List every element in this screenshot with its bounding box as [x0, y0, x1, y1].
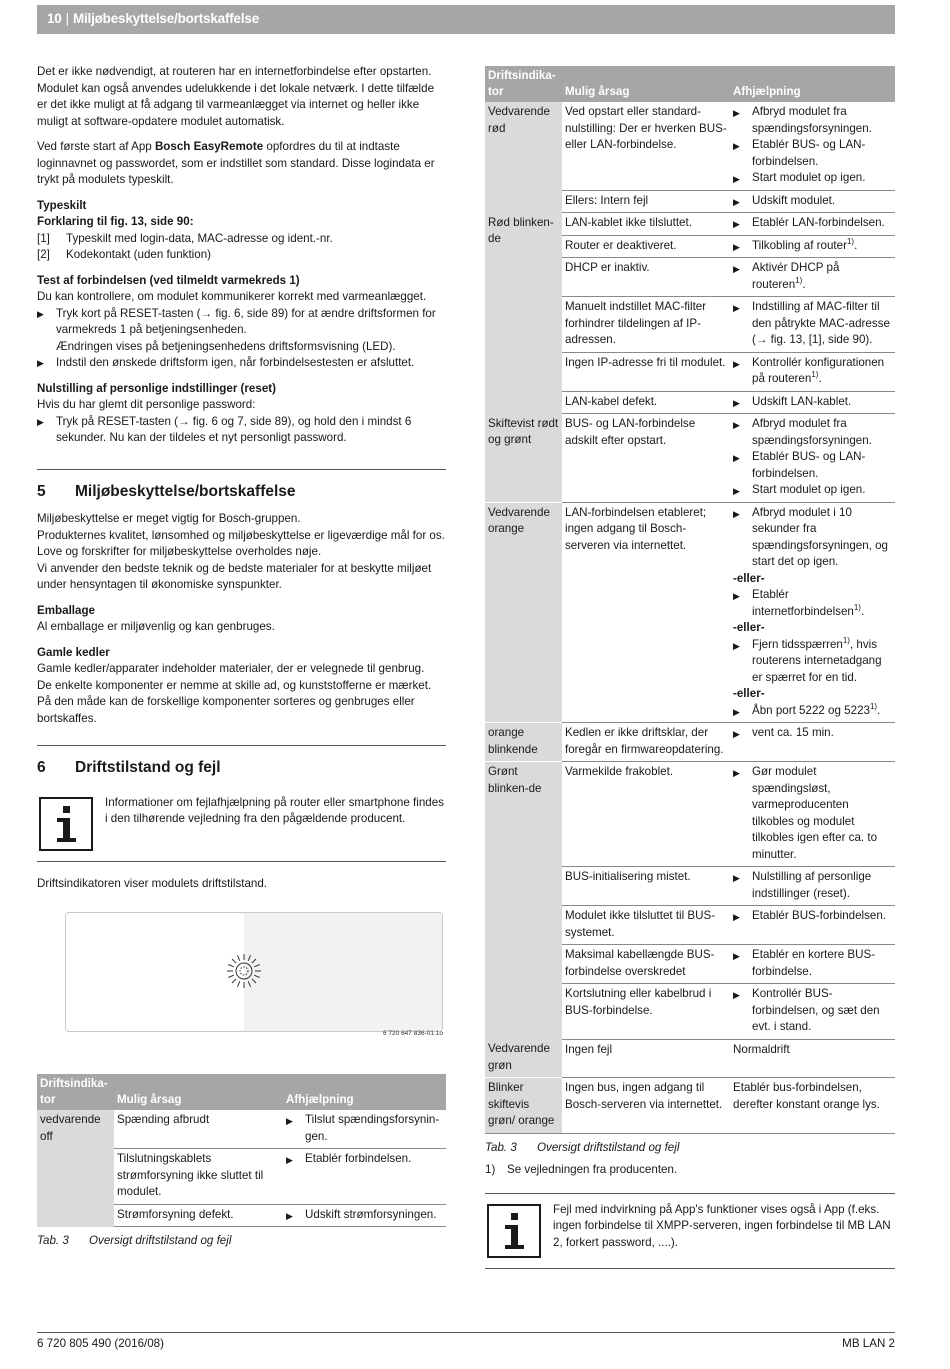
remedy-cell: [283, 1149, 446, 1205]
cause-cell: LAN-kabel defekt.: [562, 391, 730, 414]
or-label: -eller-: [733, 571, 765, 585]
arrow-bullet-icon: ▶: [733, 768, 740, 778]
right-column: [485, 66, 895, 1269]
remedy-text: Kontrollér BUS-forbindelsen, og sæt den evt. i stand.: [752, 987, 880, 1033]
info-box-2: [485, 1193, 895, 1269]
section-number: 6: [37, 759, 46, 776]
emballage-title: Emballage: [37, 603, 95, 617]
footnote-ref: 1): [869, 701, 878, 711]
table-row: [37, 1110, 446, 1149]
arrow-bullet-icon: ▶: [733, 453, 740, 463]
arrow-bullet-icon: ▶: [733, 640, 740, 651]
led-figure: [65, 912, 443, 1032]
cause-cell: Spænding afbrudt: [114, 1110, 283, 1149]
page-header: [37, 5, 895, 34]
footnote-text: Se vejledningen fra producenten.: [507, 1163, 678, 1176]
arrow-bullet-icon: ▶: [37, 416, 44, 427]
cause-cell: Ingen bus, ingen adgang til Bosch-serveren via internettet.: [562, 1078, 730, 1134]
cause-cell: Kedlen er ikke driftsklar, der foregår en firmwareopdatering.: [562, 723, 730, 762]
remedy-cell: [283, 1204, 446, 1227]
section-6-heading: [37, 745, 446, 777]
document-number: 6 720 805 490 (2016/08): [37, 1337, 164, 1350]
table-row: [485, 102, 895, 190]
remedy-cell: [730, 762, 895, 867]
remedy-cell: Normaldrift: [730, 1039, 895, 1078]
footnote-ref: 1): [853, 602, 861, 612]
drift-paragraph: Driftsindikatoren viser modulets driftstilstand.: [37, 876, 268, 890]
cause-cell: Modulet ikke tilsluttet til BUS-systemet.: [562, 906, 730, 945]
footnote-ref: 1): [811, 370, 819, 380]
caption-text: Oversigt driftstilstand og fejl: [537, 1140, 680, 1154]
remedy-text: Kontrollér konfigurationen på routeren: [752, 355, 885, 385]
table-row: [485, 502, 895, 723]
remedy-cell: Etablér bus-forbindelsen, derefter konstant orange lys.: [730, 1078, 895, 1134]
remedy-cell: [730, 297, 895, 353]
test-title: Test af forbindelsen (ved tilmeldt varmekreds 1): [37, 273, 300, 287]
s5-paragraph: Love og forskrifter for miljøbeskyttelse overholdes nøje.: [37, 545, 322, 558]
test-bullet-text: Tryk kort på RESET-tasten (→ fig. 6, side 89) for at ændre driftsformen for varmekreds 1 på betjeningsenheden.: [56, 306, 436, 336]
or-label: -eller-: [733, 621, 765, 634]
indicator-cell: vedvarende off: [37, 1110, 114, 1227]
cause-cell: Kortslutning eller kabelbrud i BUS-forbindelse.: [562, 984, 730, 1040]
cause-cell: Ingen fejl: [562, 1039, 730, 1078]
info-icon: [487, 1204, 541, 1258]
remedy-cell: ▶ Afbryd modulet i 10 sekunder fra spændingsforsyningen, og start det op igen. -eller- ▶ Etablér internetforbindelsen$^{1)}$. -eller- ▶ Fjern tidsspærren$^{1)}$, hvis routerens internetadgang er spærret for en tid. -eller- ▶ Åbn port 5222 og 5223$^{1)}$.: [730, 502, 895, 723]
cause-cell: Maksimal kabellængde BUS-forbindelse overskredet: [562, 945, 730, 984]
cause-cell: Varmekilde frakoblet.: [562, 762, 730, 867]
cause-cell: Tilslutningskablets strømforsyning ikke sluttet til modulet.: [114, 1149, 283, 1205]
test-bullet-text: Indstil den ønskede driftsform igen, når forbindelsestesten er afsluttet.: [56, 356, 415, 369]
remedy-cell: [730, 414, 895, 503]
arrow-bullet-icon: ▶: [286, 1210, 293, 1221]
indicator-cell: Rød blinken-de: [485, 213, 562, 414]
cause-cell: BUS- og LAN-forbindelse adskilt efter opstart.: [562, 414, 730, 503]
cause-cell: BUS-initialisering mistet.: [562, 867, 730, 906]
reset-title: Nulstilling af personlige indstillinger (reset): [37, 381, 276, 395]
led-light-icon: [66, 913, 443, 1032]
section-number: 5: [37, 482, 46, 500]
remedy-cell: [730, 906, 895, 945]
remedy-text: Udskift LAN-kablet.: [752, 394, 852, 408]
left-column: [37, 64, 446, 1250]
remedy-text: Etablér BUS- og LAN-forbindelsen.: [752, 450, 866, 480]
typeskilt-subtitle: Forklaring til fig. 13, side 90:: [37, 215, 194, 228]
reset-bullet-text: Tryk på RESET-tasten (→ fig. 6 og 7, side 89), og hold den i mindst 6 sekunder. Nu kan der tildeles et nyt personligt password.: [56, 414, 412, 444]
header-cell: Driftsindika-tor: [485, 66, 562, 102]
arrow-bullet-icon: ▶: [733, 141, 740, 151]
arrow-bullet-icon: ▶: [37, 308, 44, 319]
arrow-bullet-icon: ▶: [733, 873, 740, 883]
reset-paragraph: Hvis du har glemt dit personlige password:: [37, 398, 256, 411]
arrow-bullet-icon: ▶: [733, 174, 740, 184]
remedy-cell: [730, 867, 895, 906]
remedy-cell: ▶ Aktivér DHCP på routeren$^{1)}$.: [730, 258, 895, 297]
arrow-bullet-icon: ▶: [733, 219, 740, 229]
footnote-ref: 1): [795, 275, 803, 285]
remedy-text: Åbn port 5222 og 5223: [752, 703, 870, 717]
table-caption: [37, 1233, 446, 1250]
table-row: [485, 762, 895, 867]
header-title: Miljøbeskyttelse/bortskaffelse: [72, 11, 260, 26]
test-bullet: [37, 306, 446, 356]
indicator-cell: Grønt blinken-de: [485, 762, 562, 1040]
app-paragraph-a: Ved første start af App: [37, 140, 155, 153]
arrow-bullet-icon: ▶: [733, 990, 740, 1000]
arrow-bullet-icon: ▶: [733, 486, 740, 496]
indicator-cell: Vedvarende rød: [485, 102, 562, 213]
indicator-cell: Blinker skiftevis grøn/ orange: [485, 1078, 562, 1134]
legend-number: [2]: [37, 248, 50, 261]
header-cell: Afhjælpning: [730, 66, 895, 102]
s5-paragraph: Miljøbeskyttelse er meget vigtig for Bosch-gruppen.: [37, 512, 301, 525]
indicator-cell: Vedvarende orange: [485, 502, 562, 723]
arrow-bullet-icon: ▶: [733, 241, 740, 252]
product-name: MB LAN 2: [842, 1337, 895, 1350]
remedy-cell: [730, 391, 895, 414]
remedy-text: Udskift strømforsyningen.: [305, 1207, 437, 1221]
gamle-kedler-paragraph: De enkelte komponenter er nemme at skille ad, og kunststofferne er mærket. På den måde kan de forskellige komponenter sorteres og genbruges eller bortskaffes.: [37, 678, 432, 725]
intro-paragraph: Det er ikke nødvendigt, at routeren har en internetforbindelse efter opstarten. Modulet kan også anvendes udelukkende i det lokale netværk. I dette tilfælde er det ikke muligt at få adgang til varmeanlægget via internet og heller ikke muligt at software-opdatere modulet automatisk.: [37, 65, 435, 128]
table-row: [485, 1078, 895, 1134]
remedy-text: Etablér BUS-forbindelsen.: [752, 909, 887, 922]
arrow-bullet-icon: ▶: [733, 196, 740, 207]
cause-cell: DHCP er inaktiv.: [562, 258, 730, 297]
header-cell: Driftsindika-tor: [37, 1074, 114, 1110]
remedy-text: Afbryd modulet fra spændingsforsyningen.: [752, 105, 872, 135]
test-bullet: [37, 355, 446, 372]
remedy-cell: [730, 190, 895, 213]
test-paragraph: Du kan kontrollere, om modulet kommunikerer korrekt med varmeanlægget.: [37, 290, 427, 303]
legend-item: [37, 231, 446, 248]
remedy-text: Nulstilling af personlige indstillinger (reset).: [752, 870, 872, 900]
remedy-cell: [283, 1110, 446, 1149]
table-header-row: [485, 66, 895, 102]
remedy-text: Udskift modulet.: [752, 193, 836, 207]
remedy-text: Etablér internetforbindelsen: [752, 588, 854, 618]
gamle-kedler-title: Gamle kedler: [37, 645, 110, 659]
remedy-text: vent ca. 15 min.: [752, 726, 834, 739]
info-text: Fejl med indvirkning på App's funktioner vises også i App (f.eks. ingen forbindelse til XMPP-serveren, ingen forbindelse til MB LAN 2, forkert password, ....).: [553, 1202, 891, 1249]
arrow-bullet-icon: ▶: [733, 303, 740, 313]
cause-cell: LAN-kablet ikke tilsluttet.: [562, 213, 730, 236]
emballage-paragraph: Al emballage er miljøvenlig og kan genbruges.: [37, 620, 275, 633]
legend-text: Kodekontakt (uden funktion): [66, 248, 212, 261]
s5-paragraph: Vi anvender den bedste teknik og de bedste materialer for at beskytte miljøet under hensyntagen til økonomiske synspunkter.: [37, 561, 432, 591]
info-text: Informationer om fejlafhjælpning på router eller smartphone findes i den tilhørende vejledning fra den pågældende producent.: [105, 795, 444, 825]
arrow-bullet-icon: ▶: [733, 706, 740, 717]
remedy-text: Etablér forbindelsen.: [305, 1152, 412, 1165]
status-table-right: [485, 66, 895, 1134]
header-separator: |: [65, 11, 69, 26]
app-paragraph: [37, 139, 446, 189]
legend-item: [37, 247, 446, 264]
header-cell: Mulig årsag: [114, 1074, 283, 1110]
cause-cell: Strømforsyning defekt.: [114, 1204, 283, 1227]
arrow-bullet-icon: ▶: [286, 1116, 293, 1126]
page-footer: [37, 1332, 895, 1353]
remedy-text: , hvis routerens internetadgang er spærret for en tid.: [752, 637, 882, 684]
caption-text: Oversigt driftstilstand og fejl: [89, 1234, 232, 1247]
figure-code: 6 720 647 836-01.1o: [383, 1030, 443, 1037]
table-header-row: [37, 1074, 446, 1110]
remedy-cell: [730, 945, 895, 984]
remedy-text: Etablér LAN-forbindelsen.: [752, 216, 885, 229]
remedy-text: Aktivér DHCP på routeren: [752, 261, 840, 291]
remedy-cell: ▶ Kontrollér konfigurationen på routeren$^{1)}$.: [730, 352, 895, 391]
footnote: [485, 1162, 895, 1179]
section-title: Driftstilstand og fejl: [75, 759, 221, 776]
cause-cell: Ved opstart eller standard-nulstilling: Der er hverken BUS- eller LAN-forbindelse.: [562, 102, 730, 190]
header-cell: Afhjælpning: [283, 1074, 446, 1110]
cause-cell: Router er deaktiveret.: [562, 235, 730, 258]
arrow-bullet-icon: ▶: [733, 420, 740, 430]
indicator-cell: Vedvarende grøn: [485, 1039, 562, 1078]
arrow-bullet-icon: ▶: [37, 358, 44, 368]
arrow-bullet-icon: ▶: [286, 1155, 293, 1165]
cause-cell: Ingen IP-adresse fri til modulet.: [562, 352, 730, 391]
remedy-cell: ▶ Tilkobling af router$^{1)}$.: [730, 235, 895, 258]
info-box: [37, 795, 446, 862]
remedy-cell: [730, 213, 895, 236]
arrow-bullet-icon: ▶: [733, 729, 740, 739]
arrow-bullet-icon: ▶: [733, 591, 740, 601]
remedy-text: Afbryd modulet i 10 sekunder fra spændingsforsyningen, og start det op igen.: [752, 505, 888, 568]
cause-cell: Manuelt indstillet MAC-filter forhindrer tildelingen af IP-adressen.: [562, 297, 730, 353]
remedy-text: Afbryd modulet fra spændingsforsyningen.: [752, 417, 872, 447]
legend-number: [1]: [37, 231, 50, 245]
cause-cell: LAN-forbindelsen etableret; ingen adgang til Bosch-serveren via internettet.: [562, 502, 730, 723]
section-5-heading: [37, 469, 446, 501]
arrow-bullet-icon: ▶: [733, 358, 740, 369]
footnote-ref: 1): [842, 635, 850, 645]
cause-cell: Ellers: Intern fejl: [562, 190, 730, 213]
typeskilt-title: Typeskilt: [37, 198, 87, 212]
remedy-text: Etablér en kortere BUS-forbindelse.: [752, 948, 876, 978]
table-row: [485, 414, 895, 503]
arrow-bullet-icon: ▶: [733, 264, 740, 274]
arrow-bullet-icon: ▶: [733, 108, 740, 118]
indicator-cell: orange blinkende: [485, 723, 562, 762]
section-title: Miljøbeskyttelse/bortskaffelse: [75, 482, 296, 500]
remedy-cell: [730, 984, 895, 1040]
arrow-bullet-icon: ▶: [733, 951, 740, 961]
info-icon: [39, 797, 93, 851]
header-cell: Mulig årsag: [562, 66, 730, 102]
s5-paragraph: Produkternes kvalitet, lønsomhed og miljøbeskyttelse er ligeværdige mål for os.: [37, 528, 445, 542]
remedy-text: Tilslut spændingsforsynin-gen.: [305, 1113, 440, 1143]
caption-label: Tab. 3: [485, 1140, 517, 1154]
remedy-text: Fjern tidsspærren: [752, 637, 843, 651]
app-name: Bosch EasyRemote: [154, 140, 264, 153]
arrow-bullet-icon: ▶: [733, 508, 740, 519]
caption-label: Tab. 3: [37, 1234, 69, 1247]
remedy-text: Tilkobling af router: [752, 238, 847, 252]
table-row: [485, 213, 895, 236]
remedy-text: Etablér BUS- og LAN-forbindelsen.: [752, 138, 866, 168]
test-bullet-text-2: Ændringen vises på betjeningsenhedens driftsformsvisning (LED).: [56, 339, 396, 353]
or-label: -eller-: [733, 687, 765, 700]
remedy-cell: [730, 723, 895, 762]
table-row: [485, 723, 895, 762]
legend-text: Typeskilt med login-data, MAC-adresse og ident.-nr.: [66, 231, 333, 245]
app-paragraph-c: opfordres du til at indtaste loginnavnet og passwordet, som er indstillet som standard. Disse logindata er trykt på modulets typeskilt.: [37, 140, 435, 186]
indicator-cell: Skiftevist rødt og grønt: [485, 414, 562, 503]
arrow-bullet-icon: ▶: [733, 397, 740, 408]
remedy-text: Gør modulet spændingsløst, varmeproducenten tilkobles og modulet tilkobles igen efter ca. to minutter.: [752, 765, 878, 861]
footnote-ref: 1): [846, 236, 855, 246]
footnote-number: 1): [485, 1163, 496, 1176]
table-caption: [485, 1140, 895, 1157]
reset-bullet: [37, 414, 446, 447]
page-number: 10: [47, 11, 62, 26]
gamle-kedler-paragraph: Gamle kedler/apparater indeholder materialer, der er velegnede til genbrug.: [37, 662, 425, 675]
remedy-cell: [730, 102, 895, 190]
remedy-text: Start modulet op igen.: [752, 171, 866, 184]
remedy-text: Indstilling af MAC-filter til den påtrykte MAC-adresse (→ fig. 13, [1], side 90).: [752, 300, 890, 346]
remedy-text: Start modulet op igen.: [752, 483, 866, 496]
status-table-left: [37, 1074, 446, 1227]
table-row: [485, 1039, 895, 1078]
arrow-bullet-icon: ▶: [733, 912, 740, 922]
